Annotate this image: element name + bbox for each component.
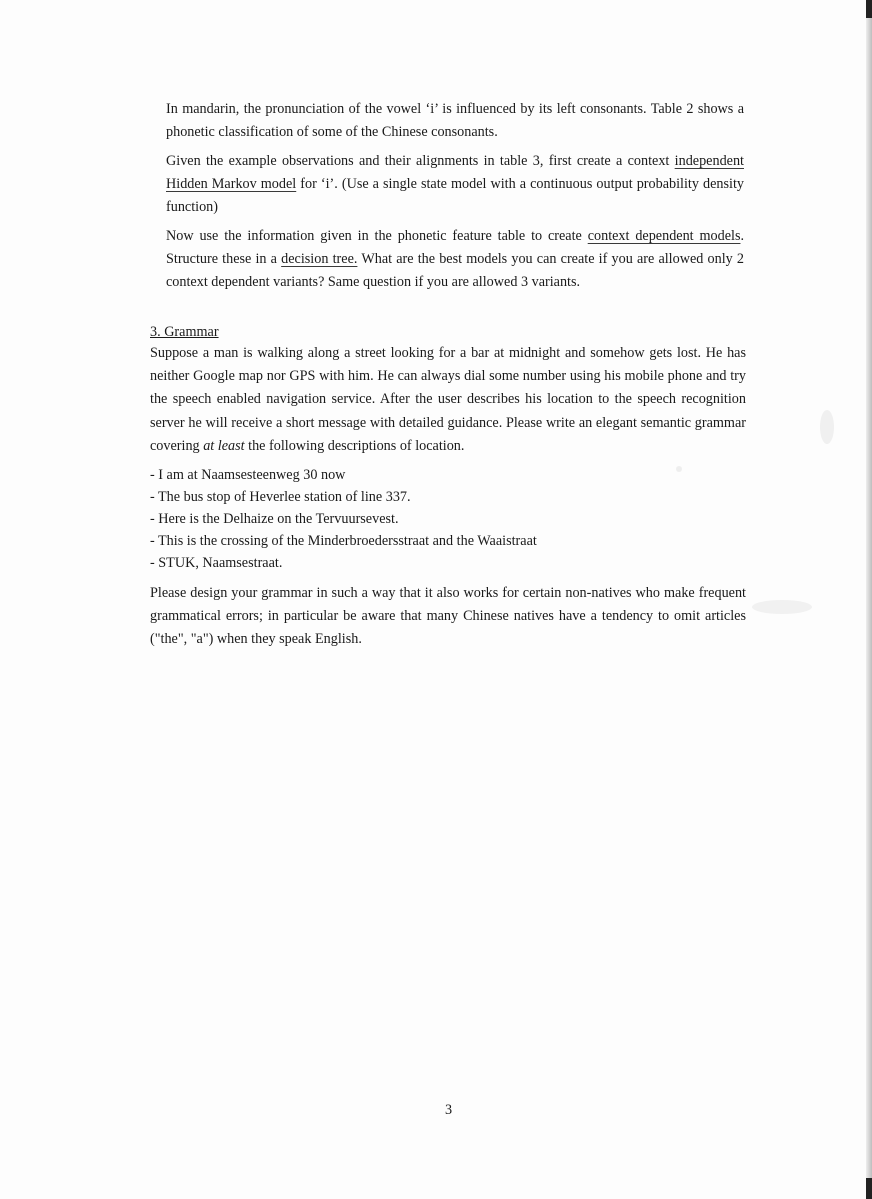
text-segment: What are the best models you can create if you are allowed only 2 context dependent variants? Same question if you are allowed 3 variants. [166,251,744,291]
scan-edge [866,0,872,1199]
paragraph-context-dependent [166,225,744,295]
paragraph-context-independent [166,150,744,220]
scan-edge-mark-top [866,0,872,18]
paragraph-vowel-intro: In mandarin, the pronunciation of the vowel ‘i’ is influenced by its left consonants. Table 2 shows a phonetic classification of some of the Chinese consonants. [166,101,744,141]
text-segment: the following descriptions of location. [244,437,465,454]
text-segment: Suppose a man is walking along a street looking for a bar at midnight and somehow gets lost. He has neither Google map nor GPS with him. He can always dial some number using his mobile phone and try the speech enabled navigation service. After the user describes his location to the speech recognition server he will receive a short message with detailed guidance. Please write an elegant semantic grammar covering [150,345,746,454]
page-number: 3 [445,1102,453,1118]
section-title: 3. Grammar [150,324,219,340]
paragraph-grammar-nonnatives: Please design your grammar in such a way that it also works for certain non-natives who make frequent grammatical errors; in particular be aware that many Chinese natives have a tendency to omit articles ("the", "a") when they speak English. [150,585,746,648]
text-segment: . Structure these in a [166,228,745,268]
handwritten-underline-cd-models: context dependent models [587,228,741,244]
list-item: - This is the crossing of the Minderbroedersstraat and the Waaistraat [150,533,537,549]
paragraph-grammar-scenario [150,342,746,458]
text-segment: Given the example observations and their alignments in table 3, first create a context [166,153,675,169]
list-item: - The bus stop of Heverlee station of line 337. [150,489,411,505]
location-list [150,464,746,574]
list-item: - Here is the Delhaize on the Tervuursevest. [150,511,399,527]
scan-edge-mark-bottom [866,1178,872,1199]
list-item: - I am at Naamsesteenweg 30 now [150,467,346,483]
text-segment: Now use the information given in the phonetic feature table to create [166,228,588,244]
list-item: - STUK, Naamsestraat. [150,555,283,571]
handwritten-underline-hmm: independent Hidden Markov model [166,153,744,193]
scan-smudge [820,410,834,444]
emphasis-text: at least [203,437,245,454]
handwritten-underline-decision-tree: decision tree. [281,251,358,268]
text-segment: for ‘i’. (Use a single state model with a continuous output probability density function) [166,176,744,216]
scan-smudge [752,600,812,614]
